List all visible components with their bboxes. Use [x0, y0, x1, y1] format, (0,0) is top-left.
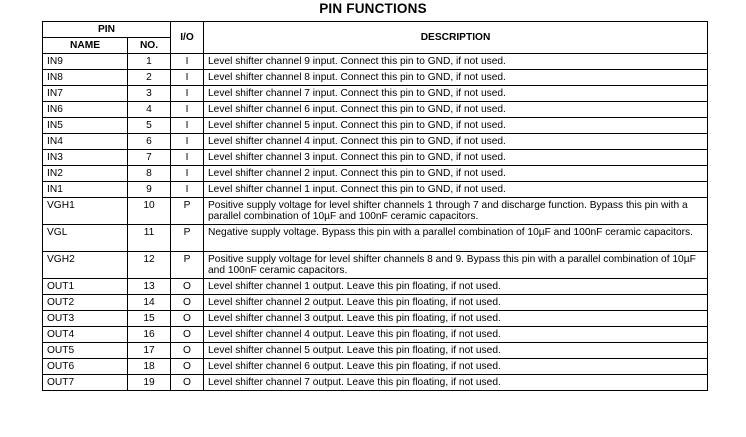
- pin-name: IN8: [43, 70, 128, 86]
- pin-io: P: [171, 198, 204, 225]
- pin-number: 4: [128, 102, 171, 118]
- pin-number: 7: [128, 150, 171, 166]
- table-row: [43, 134, 708, 150]
- pin-description: Level shifter channel 5 input. Connect this pin to GND, if not used.: [204, 118, 708, 134]
- table-row: [43, 182, 708, 198]
- table-row: [43, 70, 708, 86]
- pin-description: Level shifter channel 6 output. Leave this pin floating, if not used.: [204, 359, 708, 375]
- table-row: [43, 252, 708, 279]
- pin-io: O: [171, 279, 204, 295]
- pin-functions-table: [42, 21, 708, 391]
- pin-description: Level shifter channel 4 input. Connect this pin to GND, if not used.: [204, 134, 708, 150]
- table-row: [43, 359, 708, 375]
- pin-number: 19: [128, 375, 171, 391]
- pin-description: Level shifter channel 1 output. Leave this pin floating, if not used.: [204, 279, 708, 295]
- pin-name: OUT2: [43, 295, 128, 311]
- pin-name: OUT3: [43, 311, 128, 327]
- header-description: DESCRIPTION: [204, 22, 708, 54]
- table-row: [43, 118, 708, 134]
- pin-number: 11: [128, 225, 171, 252]
- table-row: [43, 375, 708, 391]
- table-row: [43, 198, 708, 225]
- pin-description: Level shifter channel 5 output. Leave this pin floating, if not used.: [204, 343, 708, 359]
- pin-number: 16: [128, 327, 171, 343]
- pin-name: VGH1: [43, 198, 128, 225]
- pin-description: Positive supply voltage for level shifter channels 1 through 7 and discharge function. Bypass this pin with a parallel combination of 10µF and 100nF ceramic capacitors.: [204, 198, 708, 225]
- pin-description: Level shifter channel 4 output. Leave this pin floating, if not used.: [204, 327, 708, 343]
- pin-number: 5: [128, 118, 171, 134]
- pin-io: O: [171, 359, 204, 375]
- pin-description: Level shifter channel 1 input. Connect this pin to GND, if not used.: [204, 182, 708, 198]
- table-row: [43, 327, 708, 343]
- table-row: [43, 54, 708, 70]
- pin-name: IN7: [43, 86, 128, 102]
- pin-number: 12: [128, 252, 171, 279]
- pin-io: P: [171, 225, 204, 252]
- pin-number: 18: [128, 359, 171, 375]
- pin-io: O: [171, 375, 204, 391]
- pin-number: 6: [128, 134, 171, 150]
- pin-io: O: [171, 311, 204, 327]
- pin-description: Level shifter channel 7 input. Connect this pin to GND, if not used.: [204, 86, 708, 102]
- pin-name: IN5: [43, 118, 128, 134]
- pin-description: Positive supply voltage for level shifter channels 8 and 9. Bypass this pin with a parallel combination of 10µF and 100nF ceramic capacitors.: [204, 252, 708, 279]
- pin-io: O: [171, 327, 204, 343]
- pin-io: I: [171, 54, 204, 70]
- pin-number: 9: [128, 182, 171, 198]
- header-no: NO.: [128, 38, 171, 54]
- pin-name: IN2: [43, 166, 128, 182]
- pin-description: Level shifter channel 7 output. Leave this pin floating, if not used.: [204, 375, 708, 391]
- pin-name: OUT1: [43, 279, 128, 295]
- pin-name: VGH2: [43, 252, 128, 279]
- header-io: I/O: [171, 22, 204, 54]
- header-name: NAME: [43, 38, 128, 54]
- pin-name: OUT7: [43, 375, 128, 391]
- pin-number: 15: [128, 311, 171, 327]
- pin-name: OUT5: [43, 343, 128, 359]
- pin-name: OUT6: [43, 359, 128, 375]
- table-row: [43, 86, 708, 102]
- pin-number: 1: [128, 54, 171, 70]
- pin-io: I: [171, 102, 204, 118]
- pin-name: IN1: [43, 182, 128, 198]
- table-row: [43, 102, 708, 118]
- table-row: [43, 225, 708, 252]
- pin-io: O: [171, 343, 204, 359]
- pin-number: 10: [128, 198, 171, 225]
- pin-description: Negative supply voltage. Bypass this pin with a parallel combination of 10µF and 100nF ceramic capacitors.: [204, 225, 708, 252]
- pin-name: IN9: [43, 54, 128, 70]
- pin-number: 14: [128, 295, 171, 311]
- pin-io: I: [171, 70, 204, 86]
- page-title: PIN FUNCTIONS: [319, 1, 427, 16]
- header-pin: PIN: [43, 22, 171, 38]
- pin-io: I: [171, 166, 204, 182]
- table-row: [43, 166, 708, 182]
- table-row: [43, 311, 708, 327]
- table-row: [43, 343, 708, 359]
- pin-io: I: [171, 86, 204, 102]
- pin-description: Level shifter channel 3 output. Leave this pin floating, if not used.: [204, 311, 708, 327]
- pin-name: IN4: [43, 134, 128, 150]
- pin-description: Level shifter channel 2 output. Leave this pin floating, if not used.: [204, 295, 708, 311]
- pin-io: P: [171, 252, 204, 279]
- table-row: [43, 279, 708, 295]
- pin-name: IN6: [43, 102, 128, 118]
- pin-io: I: [171, 150, 204, 166]
- pin-description: Level shifter channel 6 input. Connect this pin to GND, if not used.: [204, 102, 708, 118]
- pin-name: IN3: [43, 150, 128, 166]
- pin-io: O: [171, 295, 204, 311]
- pin-description: Level shifter channel 8 input. Connect this pin to GND, if not used.: [204, 70, 708, 86]
- table-row: [43, 295, 708, 311]
- table-row: [43, 150, 708, 166]
- pin-name: VGL: [43, 225, 128, 252]
- pin-io: I: [171, 134, 204, 150]
- pin-number: 17: [128, 343, 171, 359]
- pin-number: 8: [128, 166, 171, 182]
- pin-description: Level shifter channel 9 input. Connect this pin to GND, if not used.: [204, 54, 708, 70]
- pin-io: I: [171, 118, 204, 134]
- pin-name: OUT4: [43, 327, 128, 343]
- pin-number: 13: [128, 279, 171, 295]
- pin-description: Level shifter channel 3 input. Connect this pin to GND, if not used.: [204, 150, 708, 166]
- pin-number: 2: [128, 70, 171, 86]
- pin-number: 3: [128, 86, 171, 102]
- pin-description: Level shifter channel 2 input. Connect this pin to GND, if not used.: [204, 166, 708, 182]
- pin-io: I: [171, 182, 204, 198]
